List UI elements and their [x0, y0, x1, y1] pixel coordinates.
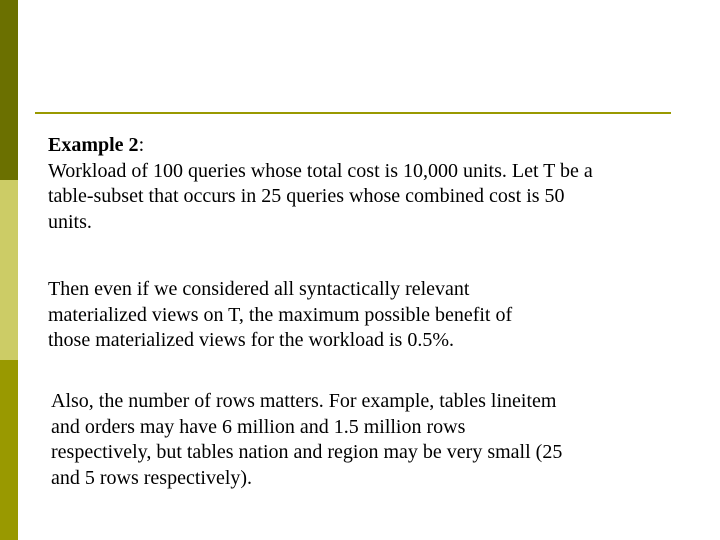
sidebar-bar-bottom: [0, 360, 18, 540]
benefit-paragraph: [48, 277, 512, 354]
example-title-suffix: :: [138, 134, 145, 156]
example-title: Example 2: [48, 134, 139, 156]
paragraph3-line: and orders may have 6 million and 1.5 million rows: [51, 415, 466, 438]
sidebar-bar-middle: [0, 180, 18, 360]
title-divider-rule: [35, 112, 671, 114]
row-count-paragraph: [51, 389, 562, 491]
paragraph2-line: Then even if we considered all syntactically relevant: [48, 278, 470, 300]
paragraph3-line: and 5 rows respectively).: [51, 466, 253, 489]
paragraph2-line: those materialized views for the workload is 0.5%.: [48, 329, 454, 351]
paragraph3-line: Also, the number of rows matters. For example, tables lineitem: [51, 390, 557, 412]
sidebar-bar-top: [0, 0, 18, 180]
example-heading-line: [48, 133, 593, 159]
paragraph3-line: respectively, but tables nation and region may be very small (25: [51, 441, 563, 463]
example-paragraph: [48, 133, 593, 235]
paragraph1-line: Workload of 100 queries whose total cost is 10,000 units. Let T be a: [48, 159, 593, 182]
paragraph1-line: units.: [48, 210, 92, 233]
paragraph2-line: materialized views on T, the maximum possible benefit of: [48, 303, 513, 326]
paragraph1-line: table-subset that occurs in 25 queries whose combined cost is 50: [48, 185, 565, 207]
